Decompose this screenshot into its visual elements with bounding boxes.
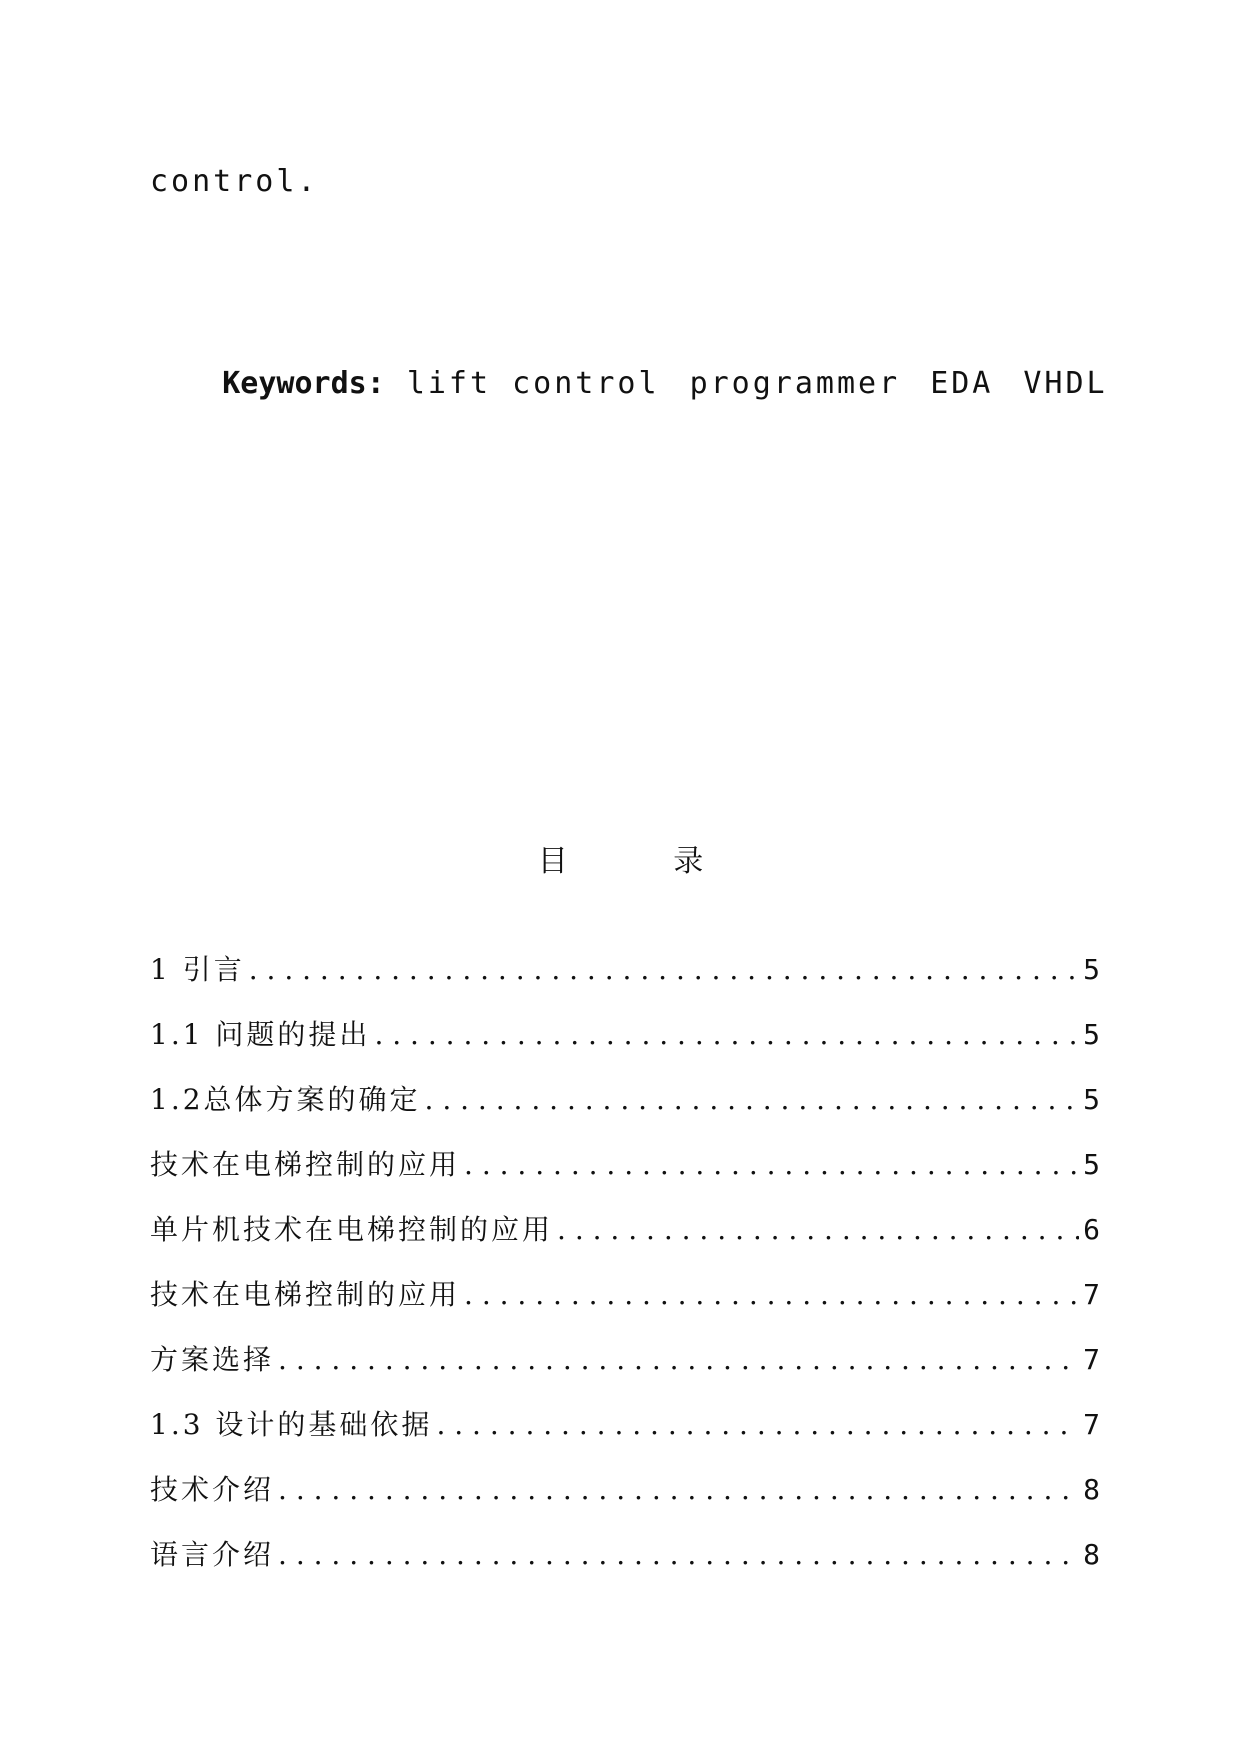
toc-entry-label: 语言介绍 (150, 1538, 275, 1571)
toc-dot-leader (464, 1145, 1079, 1185)
toc-entry-label: 方案选择 (150, 1343, 275, 1376)
keyword-item: lift control (406, 366, 660, 401)
keyword-item: EDA (930, 366, 994, 401)
toc-entry[interactable] (150, 1210, 1100, 1275)
toc-entry[interactable] (150, 1470, 1100, 1535)
toc-entry-page: 6 (1083, 1213, 1100, 1246)
toc-entry-page: 7 (1083, 1343, 1100, 1376)
toc-entry-label: 技术介绍 (150, 1473, 275, 1506)
toc-entry-page: 7 (1083, 1278, 1100, 1311)
toc-dot-leader (557, 1210, 1079, 1250)
toc-entry[interactable] (150, 1145, 1100, 1210)
toc-entry-label: 1.2总体方案的确定 (150, 1083, 421, 1116)
toc-entry-page: 5 (1083, 1018, 1100, 1051)
toc-entry-page: 8 (1083, 1538, 1100, 1571)
toc-entry-label: 1.3 设计的基础依据 (150, 1408, 433, 1441)
toc-dot-leader (249, 950, 1079, 990)
toc-entry-page: 8 (1083, 1473, 1100, 1506)
toc-entry-label: 技术在电梯控制的应用 (150, 1278, 461, 1311)
keyword-item: VHDL (1023, 366, 1108, 401)
keywords-line (150, 324, 1138, 444)
toc-entry-label: 单片机技术在电梯控制的应用 (150, 1213, 554, 1246)
toc-entry[interactable] (150, 1340, 1100, 1405)
toc-entry-page: 5 (1083, 953, 1100, 986)
toc-entry[interactable] (150, 1405, 1100, 1470)
toc-dot-leader (374, 1015, 1079, 1055)
toc-entry-label: 1.1 问题的提出 (150, 1018, 371, 1051)
keywords-label: Keywords: (222, 366, 385, 401)
toc-entry-page: 5 (1083, 1083, 1100, 1116)
toc-entry-label: 技术在电梯控制的应用 (150, 1148, 461, 1181)
toc-title: 目 录 (537, 844, 752, 879)
toc-entry[interactable] (150, 1275, 1100, 1340)
toc-entry-page: 7 (1083, 1408, 1100, 1441)
toc-dot-leader (464, 1275, 1079, 1315)
table-of-contents (150, 950, 1100, 1600)
toc-dot-leader (278, 1340, 1079, 1380)
toc-dot-leader (436, 1405, 1079, 1445)
toc-entry[interactable] (150, 1015, 1100, 1080)
toc-entry-label: 1 引言 (150, 953, 245, 986)
toc-dot-leader (278, 1535, 1079, 1575)
toc-dot-leader (278, 1470, 1079, 1510)
abstract-tail-text: control. (150, 164, 319, 199)
toc-entry[interactable] (150, 1080, 1100, 1145)
toc-entry[interactable] (150, 1535, 1100, 1600)
toc-dot-leader (425, 1080, 1080, 1120)
keyword-item: programmer (689, 366, 901, 401)
toc-entry[interactable] (150, 950, 1100, 1015)
toc-entry-page: 5 (1083, 1148, 1100, 1181)
